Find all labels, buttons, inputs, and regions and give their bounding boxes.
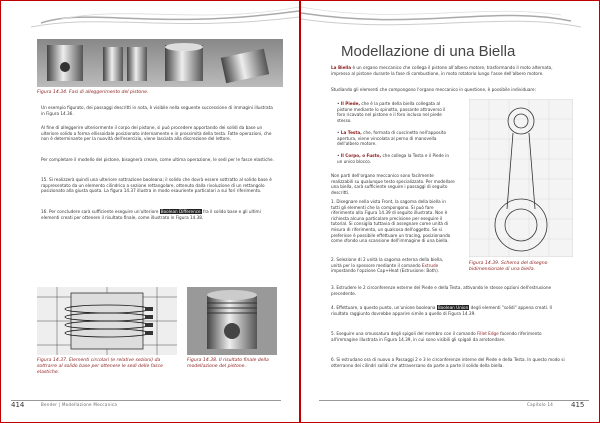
left-para-1: Un esempio figurato, dei passaggi descritti in nota, è visibile nella seguente successione di immagini illustrata in Figura 14.36.: [41, 105, 273, 116]
piston-sections-image: [37, 287, 177, 355]
step-5-text-end: facendo riferimento all'immagine illustrata in Figura 14.39, in cui sono visibili gli spigoli da arrotondare.: [331, 331, 542, 342]
right-page: [301, 1, 599, 422]
step-4-text: 4. Effettuare, a questo punto, un'unione booleana: [331, 305, 436, 310]
bullet-testa-text: che, formata di cuscinetto nell'apposito apertura, viene vincolata al perno di manovella dell'albero motore.: [337, 130, 447, 147]
footer-rule-right: [319, 400, 589, 401]
left-para-2: Al fine di alleggerire ulteriormente il corpo del pistone, si può procedere apportando dei solidi da base un ulteriore solido a forma ellissoidale posizionato internamente e in prossimità della testa. Fatte operazioni, che non è determinante per la nuovità dell'esercizio, viene lasciata alla discrezione del lettore.: [41, 125, 272, 142]
boolean-difference-command: Boolean Difference: [160, 209, 201, 214]
bullet-corpo-text: che collega la Testa e il Piede in un unico blocco.: [337, 153, 449, 164]
step-2: [331, 257, 455, 274]
fig-left-caption: Figura 14.37. Elementi circolari (e relative sezioni) da sottrarre al solido base per ottenere le sedi delle fasce elastiche.: [37, 358, 163, 375]
intro-para: [331, 65, 567, 76]
header-swoosh-right: [301, 1, 599, 35]
bullet-corpo: • Il Corpo, o Fusto, che collega la Testa e il Piede in un unico blocco.: [337, 153, 449, 164]
step-16: [41, 209, 277, 220]
piston-stages-image: [37, 39, 283, 87]
bullet-piede: • Il Piede, che è la parte della biella collegata al pistone mediante lo spinotto, passante attraverso il foro ricavato nel pistone e il foro incluso nel piede stesso.: [337, 101, 446, 123]
intro-para-2: Studiando gli elementi che compongono l'organo meccanico in questione, è possibile individuare:: [331, 87, 537, 92]
header-swoosh: [1, 1, 299, 35]
mid-para: Non parti dell'organo meccanico sono facilmente realizzabili su qualunque testo specializzato. Per modellare una biella, sarà sufficiente seguire i passaggi di seguito descritti.: [331, 173, 455, 195]
extrude-command: Extrude: [421, 262, 439, 268]
bullet-piede-key: Il Piede,: [340, 101, 361, 106]
page-number-right: 415: [571, 401, 585, 409]
step-2-text: 2. Selezione di 2 unità la sagoma esterna della biella, unità per lo spessore mediante il comando: [331, 257, 444, 268]
step-5-text: 5. Eseguire una smussatura degli spigoli del membro con il comando: [331, 331, 476, 336]
fig-right-caption: Figura 14.38. Il risultato finale della modellazione del pistone.: [187, 358, 269, 369]
bullet-testa-key: La Testa,: [340, 130, 362, 135]
footer-text-right: Capitolo 14: [527, 402, 554, 407]
fig-top-caption: Figura 14.34. Fasi di alleggerimento del pistone.: [37, 90, 149, 95]
intro-text: è un organo meccanico che collega il pistone all'albero motore, trasformando il moto alternato, impresso al pistone durante la fase di combustione, in moto rotatorio lungo l'asse dell'albero motore.: [331, 65, 553, 76]
step-4-text-end: degli elementi "solidi" appena creati. Il risultato raggiunto dovrebbe apparire simile a quello di Figura 14.39.: [331, 305, 552, 316]
boolean-union-command: Boolean Union: [437, 305, 469, 310]
step-1: 1. Disegnare nella vista Front, la sagoma della biella in tutti gli elementi che la compongono. Si può fare riferimento alla Figura 14.39 di seguito illustrata. Non è richiesta alcuna particolare precisione per eseguire il tutorial. Si consiglia tuttavia di assegnare come unità di misura di riferimento, un qualcosa dell'oggetto. Se si preferisse è possibile effettuare un tracing, posizionando come sfondo una scansione dell'immagine di una biella.: [331, 199, 451, 244]
page-number-left: 414: [11, 401, 25, 409]
bullet-testa: • La Testa, che, formata di cuscinetto nell'apposito apertura, viene vincolata al perno di manovella dell'albero motore.: [337, 130, 447, 147]
step-3: 3. Estrudere le 2 circonferenze esterne del Piede e della Testa, attivando le stesse opzioni dell'estrusione precedente.: [331, 285, 552, 296]
step-16-text: 16. Per concludere sarà sufficiente eseguire un'ulteriore: [41, 209, 159, 214]
intro-key: La Biella: [331, 65, 352, 70]
bullet-corpo-key: Il Corpo, o Fusto,: [340, 153, 382, 158]
step-2-text-end: impostando l'opzione Cap+Heat (Estrusione: Both).: [331, 268, 440, 274]
step-15: 15. Si realizzerà quindi una ulteriore sottrazione booleana; il solido che dovrà essere sottratto al solido base è rappresentato da un elemento cilindrico a sezione rettangolare, ottenuto dalla rivoluzione di un rettangolo posizionato alla giusta quota. La figura 14.37 illustra in modo esauriente particolari a sui fori riferimento.: [41, 177, 272, 194]
bullet-piede-text: che è la parte della biella collegata al pistone mediante lo spinotto, passante attraverso il foro ricavato nel pistone e il foro incluso nel piede stesso.: [337, 101, 446, 123]
left-para-3: Per completare il modello del pistone, bisognerà creare, come ultima operazione, le sedi per le fasce elastiche.: [41, 157, 274, 162]
step-6: 6. Si estrudano ora di nuovo a Passaggi 2 e 3 le circonferenze interne del Piede e della Testa. In questo modo si otterranno dei cilindri solidi che attraversano da parte a parte il solido della biella.: [331, 357, 565, 368]
biella-drawing: [469, 99, 573, 257]
left-page: [1, 1, 299, 422]
final-piston-image: [187, 287, 277, 355]
step-5: [331, 331, 567, 342]
step-4: [331, 305, 567, 316]
step-16-text-end: fra il solido base e gli ultimi elementi creati per ottenere il risultato finale, come illustrato in Figura 14.38.: [41, 209, 261, 220]
page-title: Modellazione di una Biella: [341, 43, 516, 60]
footer-text-left: Bender | Modellazione Meccanica: [41, 402, 118, 407]
fig-biella-caption: Figura 14.39. Schema del disegno bidimensionale di una biella.: [469, 261, 548, 272]
footer-rule: [11, 400, 281, 401]
fillet-edge-command: Fillet Edge: [477, 331, 499, 336]
